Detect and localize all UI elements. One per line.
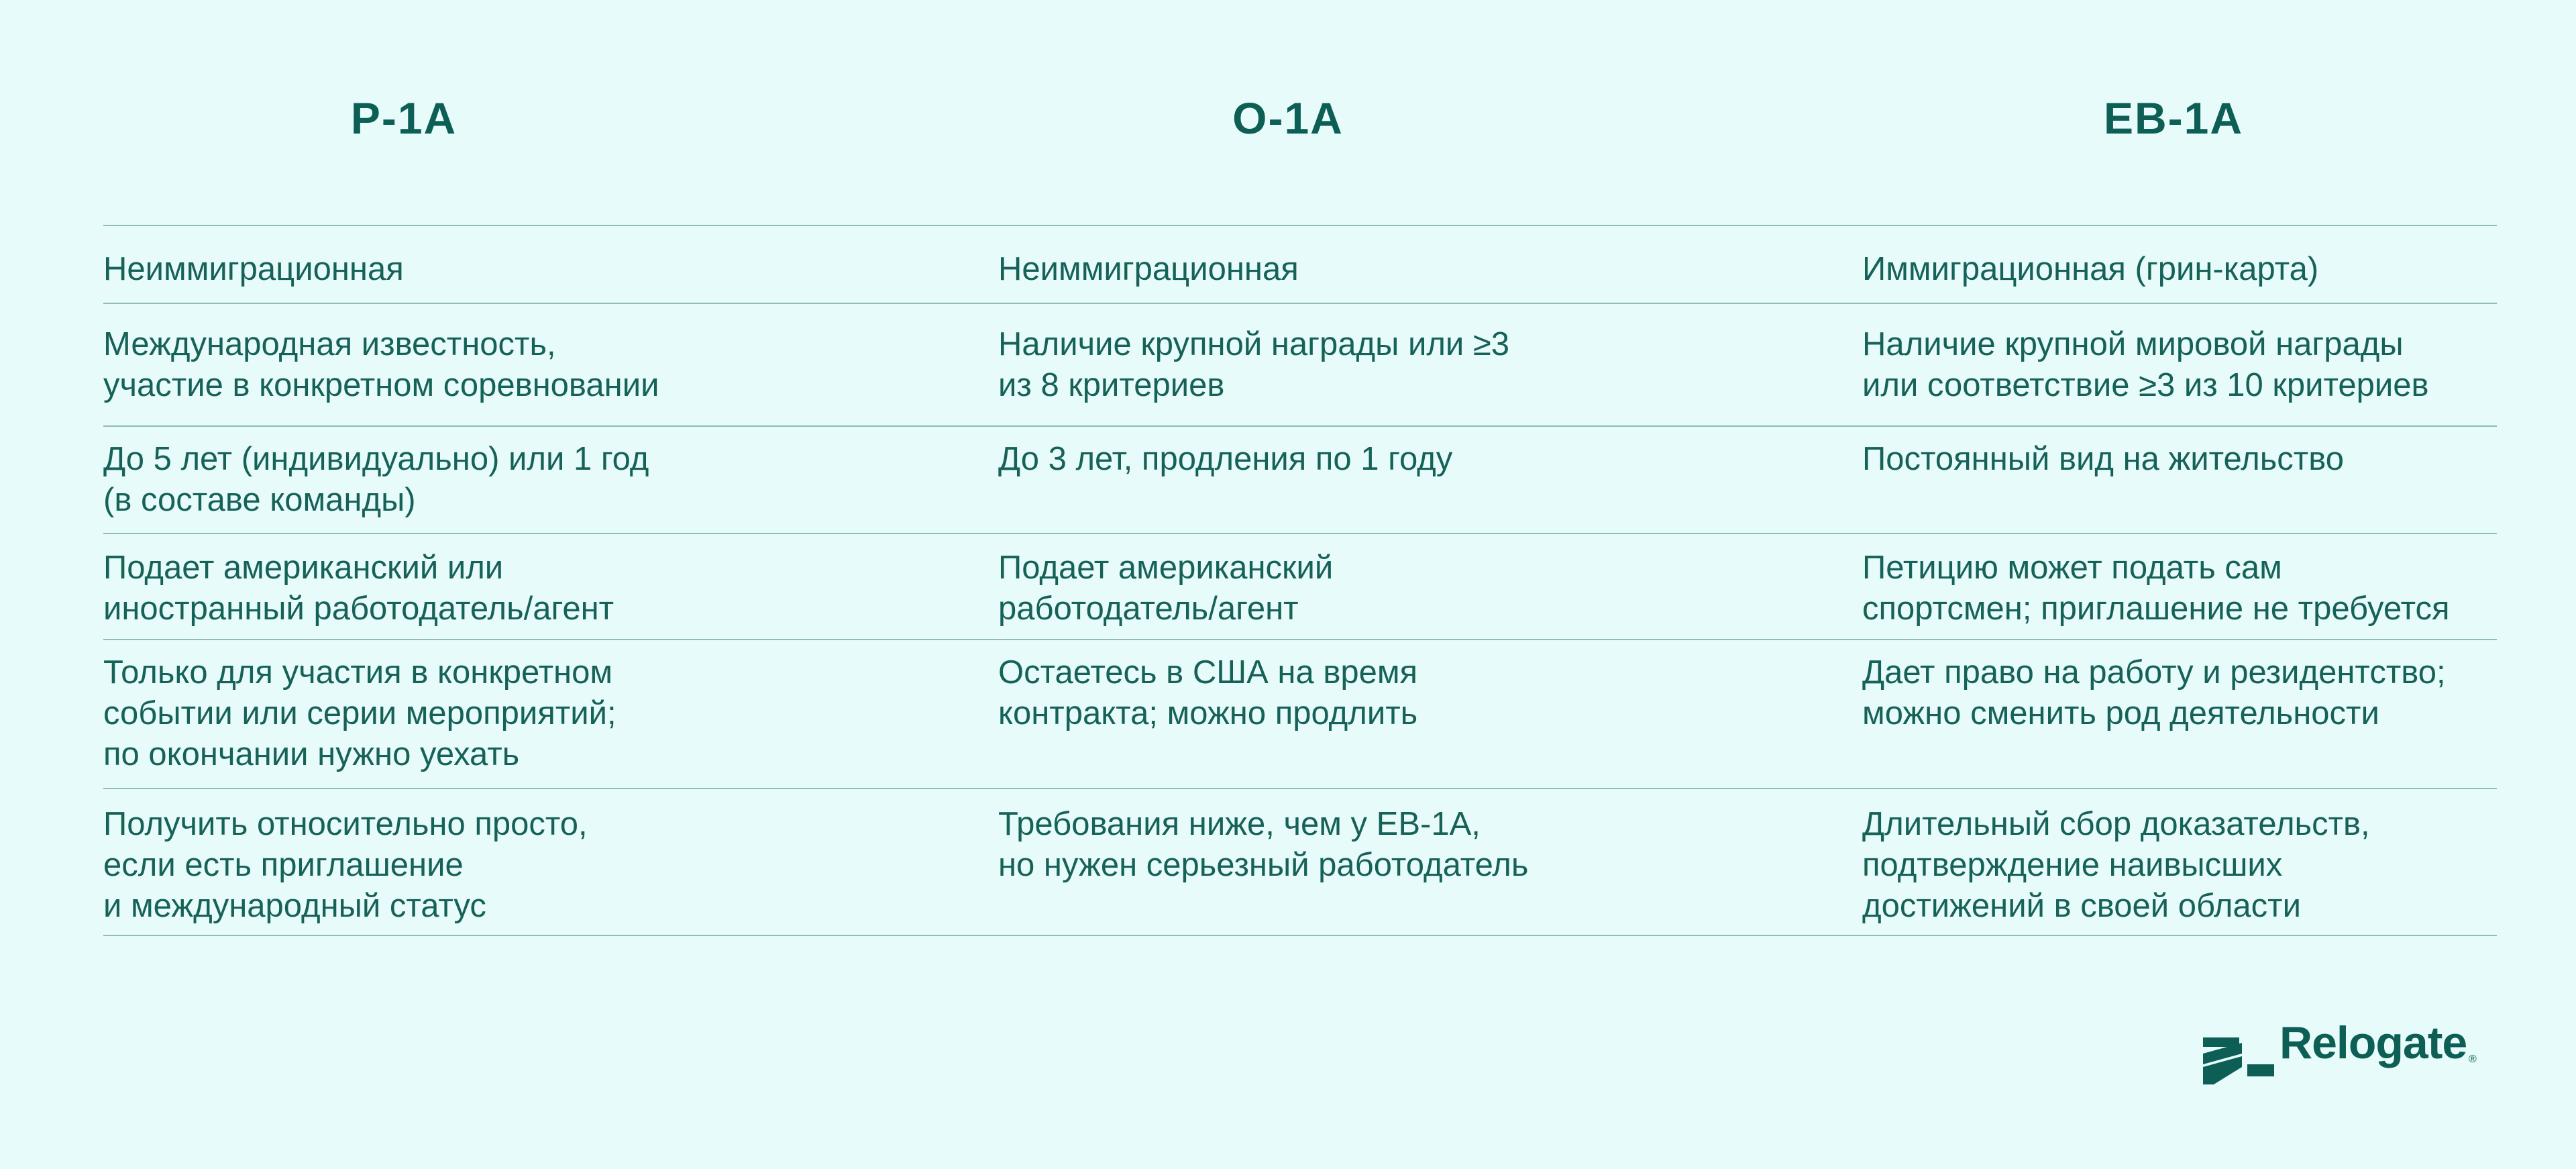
header-p1a: P-1A: [350, 93, 458, 143]
registered-mark: ®: [2469, 1054, 2477, 1065]
relogate-logo-text: Relogate: [2279, 1017, 2467, 1068]
table-cell: Наличие крупной мировой награды или соответствие ≥3 из 10 критериев: [1862, 326, 2429, 403]
table-cell: До 3 лет, продления по 1 году: [998, 441, 1453, 477]
table-cell: До 5 лет (индивидуально) или 1 год (в составе команды): [103, 441, 649, 518]
table-cell: Неиммиграционная: [103, 251, 404, 287]
header-eb1a: EB-1A: [2103, 93, 2244, 143]
table-row-difficulty: [103, 788, 2497, 936]
table-cell: Международная известность, участие в конкретном соревновании: [103, 326, 659, 403]
relogate-logo-icon: [2200, 1023, 2281, 1084]
table-cell: Длительный сбор доказательств, подтверждение наивысших достижений в своей области: [1862, 806, 2370, 924]
table-cell: Подает американский работодатель/агент: [998, 550, 1334, 627]
table-cell: Наличие крупной награды или ≥3 из 8 критериев: [998, 326, 1510, 403]
table-cell: Дает право на работу и резидентство; можно сменить род деятельности: [1862, 654, 2446, 731]
table-cell: Постоянный вид на жительство: [1862, 441, 2344, 477]
comparison-table: [103, 225, 2497, 936]
table-row-stay: [103, 639, 2497, 788]
table-cell: Получить относительно просто, если есть приглашение и международный статус: [103, 806, 588, 924]
table-cell: Петицию может подать сам спортсмен; приглашение не требуется: [1862, 550, 2450, 627]
table-cell: Иммиграционная (грин-карта): [1862, 251, 2319, 287]
table-cell: Подает американский или иностранный работодатель/агент: [103, 550, 614, 627]
table-cell: Только для участия в конкретном событии или серии мероприятий; по окончании нужно уехать: [103, 654, 616, 772]
header-o1a: O-1A: [1232, 93, 1344, 143]
table-row-criteria: [103, 303, 2497, 425]
table-row-type: [103, 225, 2497, 303]
relogate-logo: [2200, 1019, 2482, 1086]
table-cell: Требования ниже, чем у EB-1A, но нужен серьезный работодатель: [998, 806, 1529, 883]
table-cell: Остаетесь в США на время контракта; можно продлить: [998, 654, 1418, 731]
table-row-duration: [103, 425, 2497, 533]
table-cell: Неиммиграционная: [998, 251, 1299, 287]
table-row-petitioner: [103, 533, 2497, 639]
